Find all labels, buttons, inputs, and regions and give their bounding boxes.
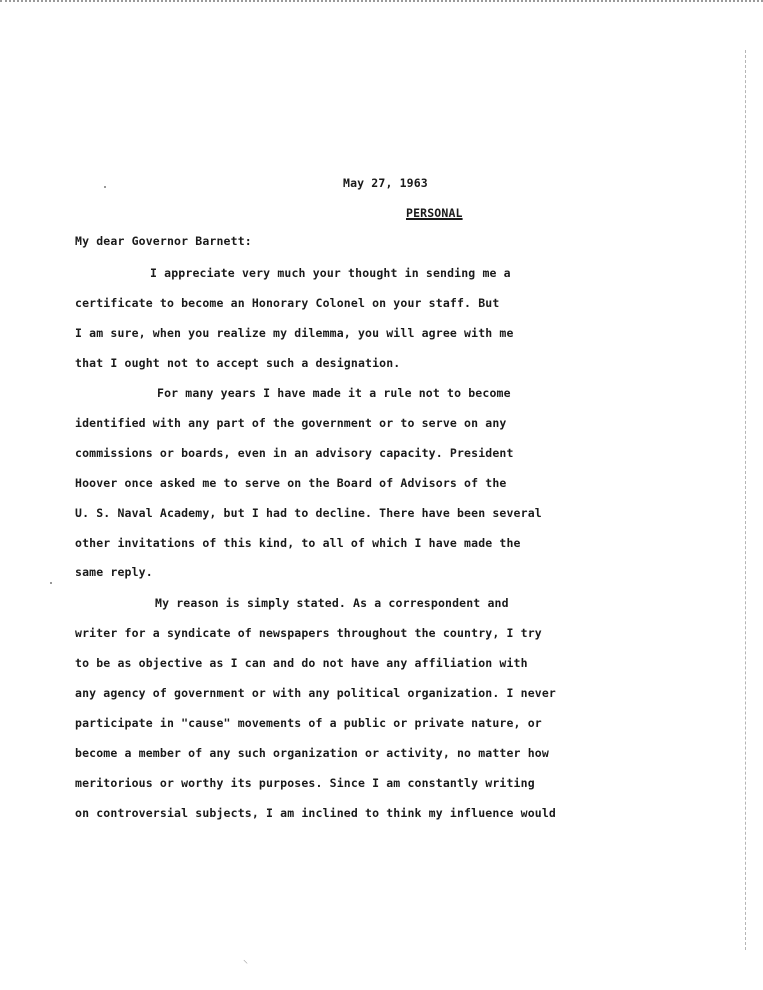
body-line: on controversial subjects, I am inclined to think my influence would — [75, 806, 557, 820]
body-line: become a member of any such organization or activity, no matter how — [75, 746, 549, 760]
body-line: writer for a syndicate of newspapers throughout the country, I try — [75, 626, 542, 640]
body-line: to be as objective as I can and do not have any affiliation with — [75, 656, 528, 670]
body-line: any agency of government or with any political organization. I never — [75, 686, 557, 700]
body-line: meritorious or worthy its purposes. Since I am constantly writing — [75, 776, 535, 790]
body-line: certificate to become an Honorary Colonel on your staff. But — [75, 296, 500, 310]
body-line: that I ought not to accept such a designation. — [75, 356, 401, 370]
body-line: other invitations of this kind, to all of which I have made the — [75, 536, 521, 550]
personal-marking: PERSONAL — [406, 206, 463, 220]
body-line: My reason is simply stated. As a correspondent and — [155, 596, 509, 610]
page-right-edge — [745, 50, 748, 950]
scan-mark: ⸌ — [243, 959, 248, 970]
salutation: My dear Governor Barnett: — [75, 234, 252, 248]
body-line: Hoover once asked me to serve on the Board of Advisors of the — [75, 476, 507, 490]
body-line: same reply. — [75, 565, 153, 579]
body-line: I appreciate very much your thought in sending me a — [150, 266, 511, 280]
body-line: For many years I have made it a rule not to become — [157, 386, 511, 400]
body-line: U. S. Naval Academy, but I had to decline. There have been several — [75, 506, 542, 520]
body-line: identified with any part of the government or to serve on any — [75, 416, 507, 430]
page-top-border — [0, 0, 763, 5]
scan-speck — [104, 186, 106, 188]
scan-speck — [50, 582, 52, 584]
body-line: commissions or boards, even in an advisory capacity. President — [75, 446, 514, 460]
body-line: participate in "cause" movements of a public or private nature, or — [75, 716, 542, 730]
body-line: I am sure, when you realize my dilemma, you will agree with me — [75, 326, 514, 340]
letter-date: May 27, 1963 — [343, 176, 428, 190]
